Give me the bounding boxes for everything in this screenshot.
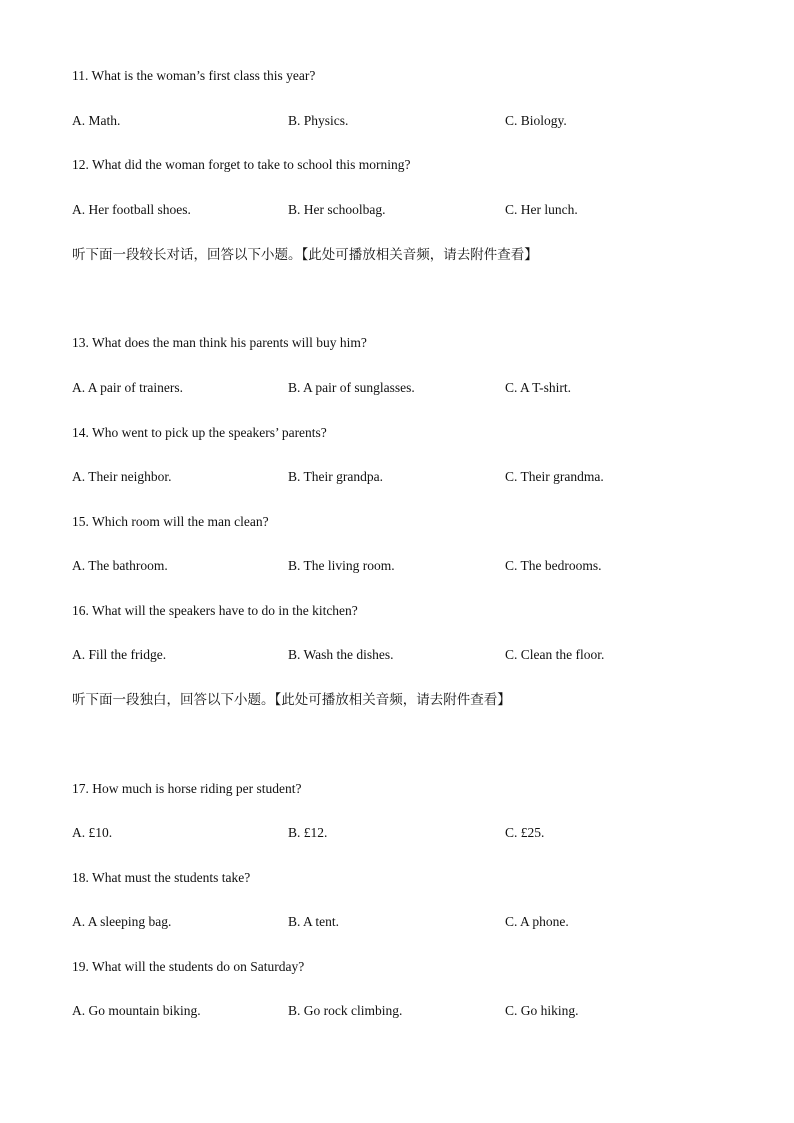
question-17-option-b: B. £12.: [288, 825, 328, 840]
question-17-option-c: C. £25.: [505, 825, 545, 840]
question-11-option-c: C. Biology.: [505, 113, 567, 128]
dialogue-instruction: 听下面一段较长对话，回答以下小题。【此处可播放相关音频，请去附件查看】: [72, 247, 538, 263]
question-16-option-b: B. Wash the dishes.: [288, 647, 394, 662]
question-16-text: 16. What will the speakers have to do in the kitchen?: [72, 603, 358, 618]
question-11-text: 11. What is the woman’s first class this year?: [72, 68, 316, 83]
question-13-option-c: C. A T-shirt.: [505, 380, 572, 395]
question-12-option-c: C. Her lunch.: [505, 202, 578, 217]
question-11-option-a: A. Math.: [72, 113, 121, 128]
question-14-option-a: A. Their neighbor.: [72, 469, 172, 484]
monologue-instruction: 听下面一段独白，回答以下小题。【此处可播放相关音频，请去附件查看】: [72, 692, 511, 708]
question-19-option-a: A. Go mountain biking.: [72, 1003, 201, 1018]
question-18-option-c: C. A phone.: [505, 914, 569, 929]
question-16-option-a: A. Fill the fridge.: [72, 647, 167, 662]
question-12-option-b: B. Her schoolbag.: [288, 202, 386, 217]
question-12-option-a: A. Her football shoes.: [72, 202, 191, 217]
question-13-option-b: B. A pair of sunglasses.: [288, 380, 415, 395]
question-14-text: 14. Who went to pick up the speakers’ parents?: [72, 425, 327, 440]
question-13-text: 13. What does the man think his parents will buy him?: [72, 335, 367, 350]
question-19-option-b: B. Go rock climbing.: [288, 1003, 403, 1018]
question-13-option-a: A. A pair of trainers.: [72, 380, 183, 395]
question-11-option-b: B. Physics.: [288, 113, 349, 128]
question-18-option-b: B. A tent.: [288, 914, 340, 929]
question-15-option-b: B. The living room.: [288, 558, 395, 573]
question-12-text: 12. What did the woman forget to take to school this morning?: [72, 157, 411, 172]
question-17-text: 17. How much is horse riding per student?: [72, 781, 302, 796]
question-16-option-c: C. Clean the floor.: [505, 647, 605, 662]
question-19-option-c: C. Go hiking.: [505, 1003, 579, 1018]
question-14-option-c: C. Their grandma.: [505, 469, 604, 484]
question-14-option-b: B. Their grandpa.: [288, 469, 383, 484]
question-18-option-a: A. A sleeping bag.: [72, 914, 172, 929]
question-15-text: 15. Which room will the man clean?: [72, 514, 269, 529]
question-19-text: 19. What will the students do on Saturday?: [72, 959, 305, 974]
question-15-option-a: A. The bathroom.: [72, 558, 168, 573]
question-17-option-a: A. £10.: [72, 825, 113, 840]
question-15-option-c: C. The bedrooms.: [505, 558, 602, 573]
question-18-text: 18. What must the students take?: [72, 870, 251, 885]
